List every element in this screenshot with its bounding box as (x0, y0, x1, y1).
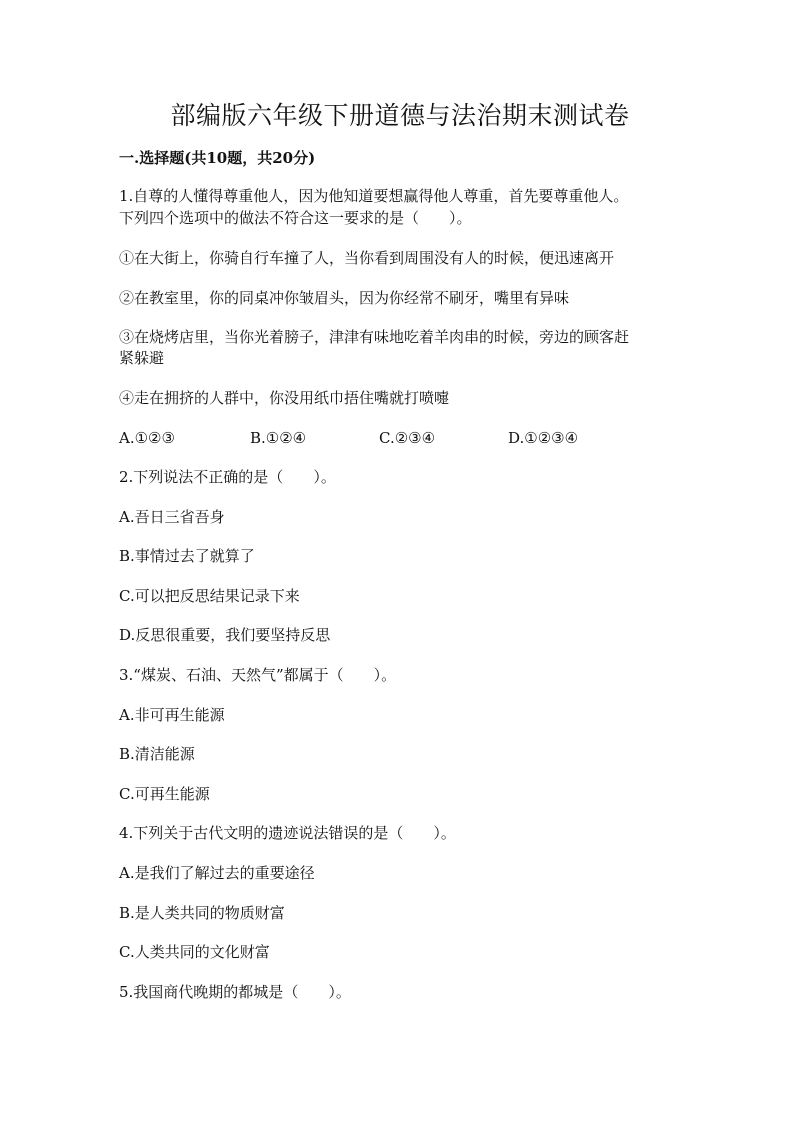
question-4-option-a[interactable]: A.是我们了解过去的重要途径 (119, 864, 315, 882)
question-4-stem: 4.下列关于古代文明的遗迹说法错误的是（ ）。 (119, 824, 456, 842)
question-1-stem-line-1: 1.自尊的人懂得尊重他人，因为他知道要想赢得他人尊重，首先要尊重他人。 (119, 187, 629, 205)
question-3-option-b[interactable]: B.清洁能源 (119, 745, 195, 763)
question-3-option-c[interactable]: C.可再生能源 (119, 785, 210, 803)
exam-title: 部编版六年级下册道德与法治期末测试卷 (170, 101, 630, 130)
question-1-statement-1: ①在大街上，你骑自行车撞了人，当你看到周围没有人的时候，便迅速离开 (119, 249, 615, 267)
question-2-option-d[interactable]: D.反思很重要，我们要坚持反思 (119, 626, 331, 644)
question-1-options (119, 428, 679, 449)
question-3-option-a[interactable]: A.非可再生能源 (119, 706, 225, 724)
question-3-stem: 3.“煤炭、石油、天然气”都属于（ ）。 (119, 666, 397, 684)
question-2-option-c[interactable]: C.可以把反思结果记录下来 (119, 587, 300, 605)
question-4-option-b[interactable]: B.是人类共同的物质财富 (119, 904, 285, 922)
question-1-option-d[interactable]: D.①②③④ (508, 429, 579, 447)
question-2-stem: 2.下列说法不正确的是（ ）。 (119, 468, 336, 486)
question-1-stem-line-2: 下列四个选项中的做法不符合这一要求的是（ ）。 (119, 209, 472, 227)
question-1-statement-4: ④走在拥挤的人群中，你没用纸巾捂住嘴就打喷嚏 (119, 389, 450, 407)
question-1-statement-3-line-1: ③在烧烤店里，当你光着膀子，津津有味地吃着羊肉串的时候，旁边的顾客赶 (119, 328, 630, 346)
question-1-option-c[interactable]: C.②③④ (379, 429, 436, 447)
question-5-stem: 5.我国商代晚期的都城是（ ）。 (119, 983, 351, 1001)
question-2-option-b[interactable]: B.事情过去了就算了 (119, 547, 255, 565)
question-1-option-b[interactable]: B.①②④ (250, 429, 307, 447)
question-1-option-a[interactable]: A.①②③ (119, 429, 175, 447)
question-1-statement-2: ②在教室里，你的同桌冲你皱眉头，因为你经常不刷牙，嘴里有异味 (119, 289, 570, 307)
section-header: 一.选择题(共10题，共20分) (119, 149, 316, 167)
question-4-option-c[interactable]: C.人类共同的文化财富 (119, 943, 270, 961)
question-1-statement-3-line-2: 紧躲避 (119, 349, 165, 367)
question-2-option-a[interactable]: A.吾日三省吾身 (119, 508, 225, 526)
